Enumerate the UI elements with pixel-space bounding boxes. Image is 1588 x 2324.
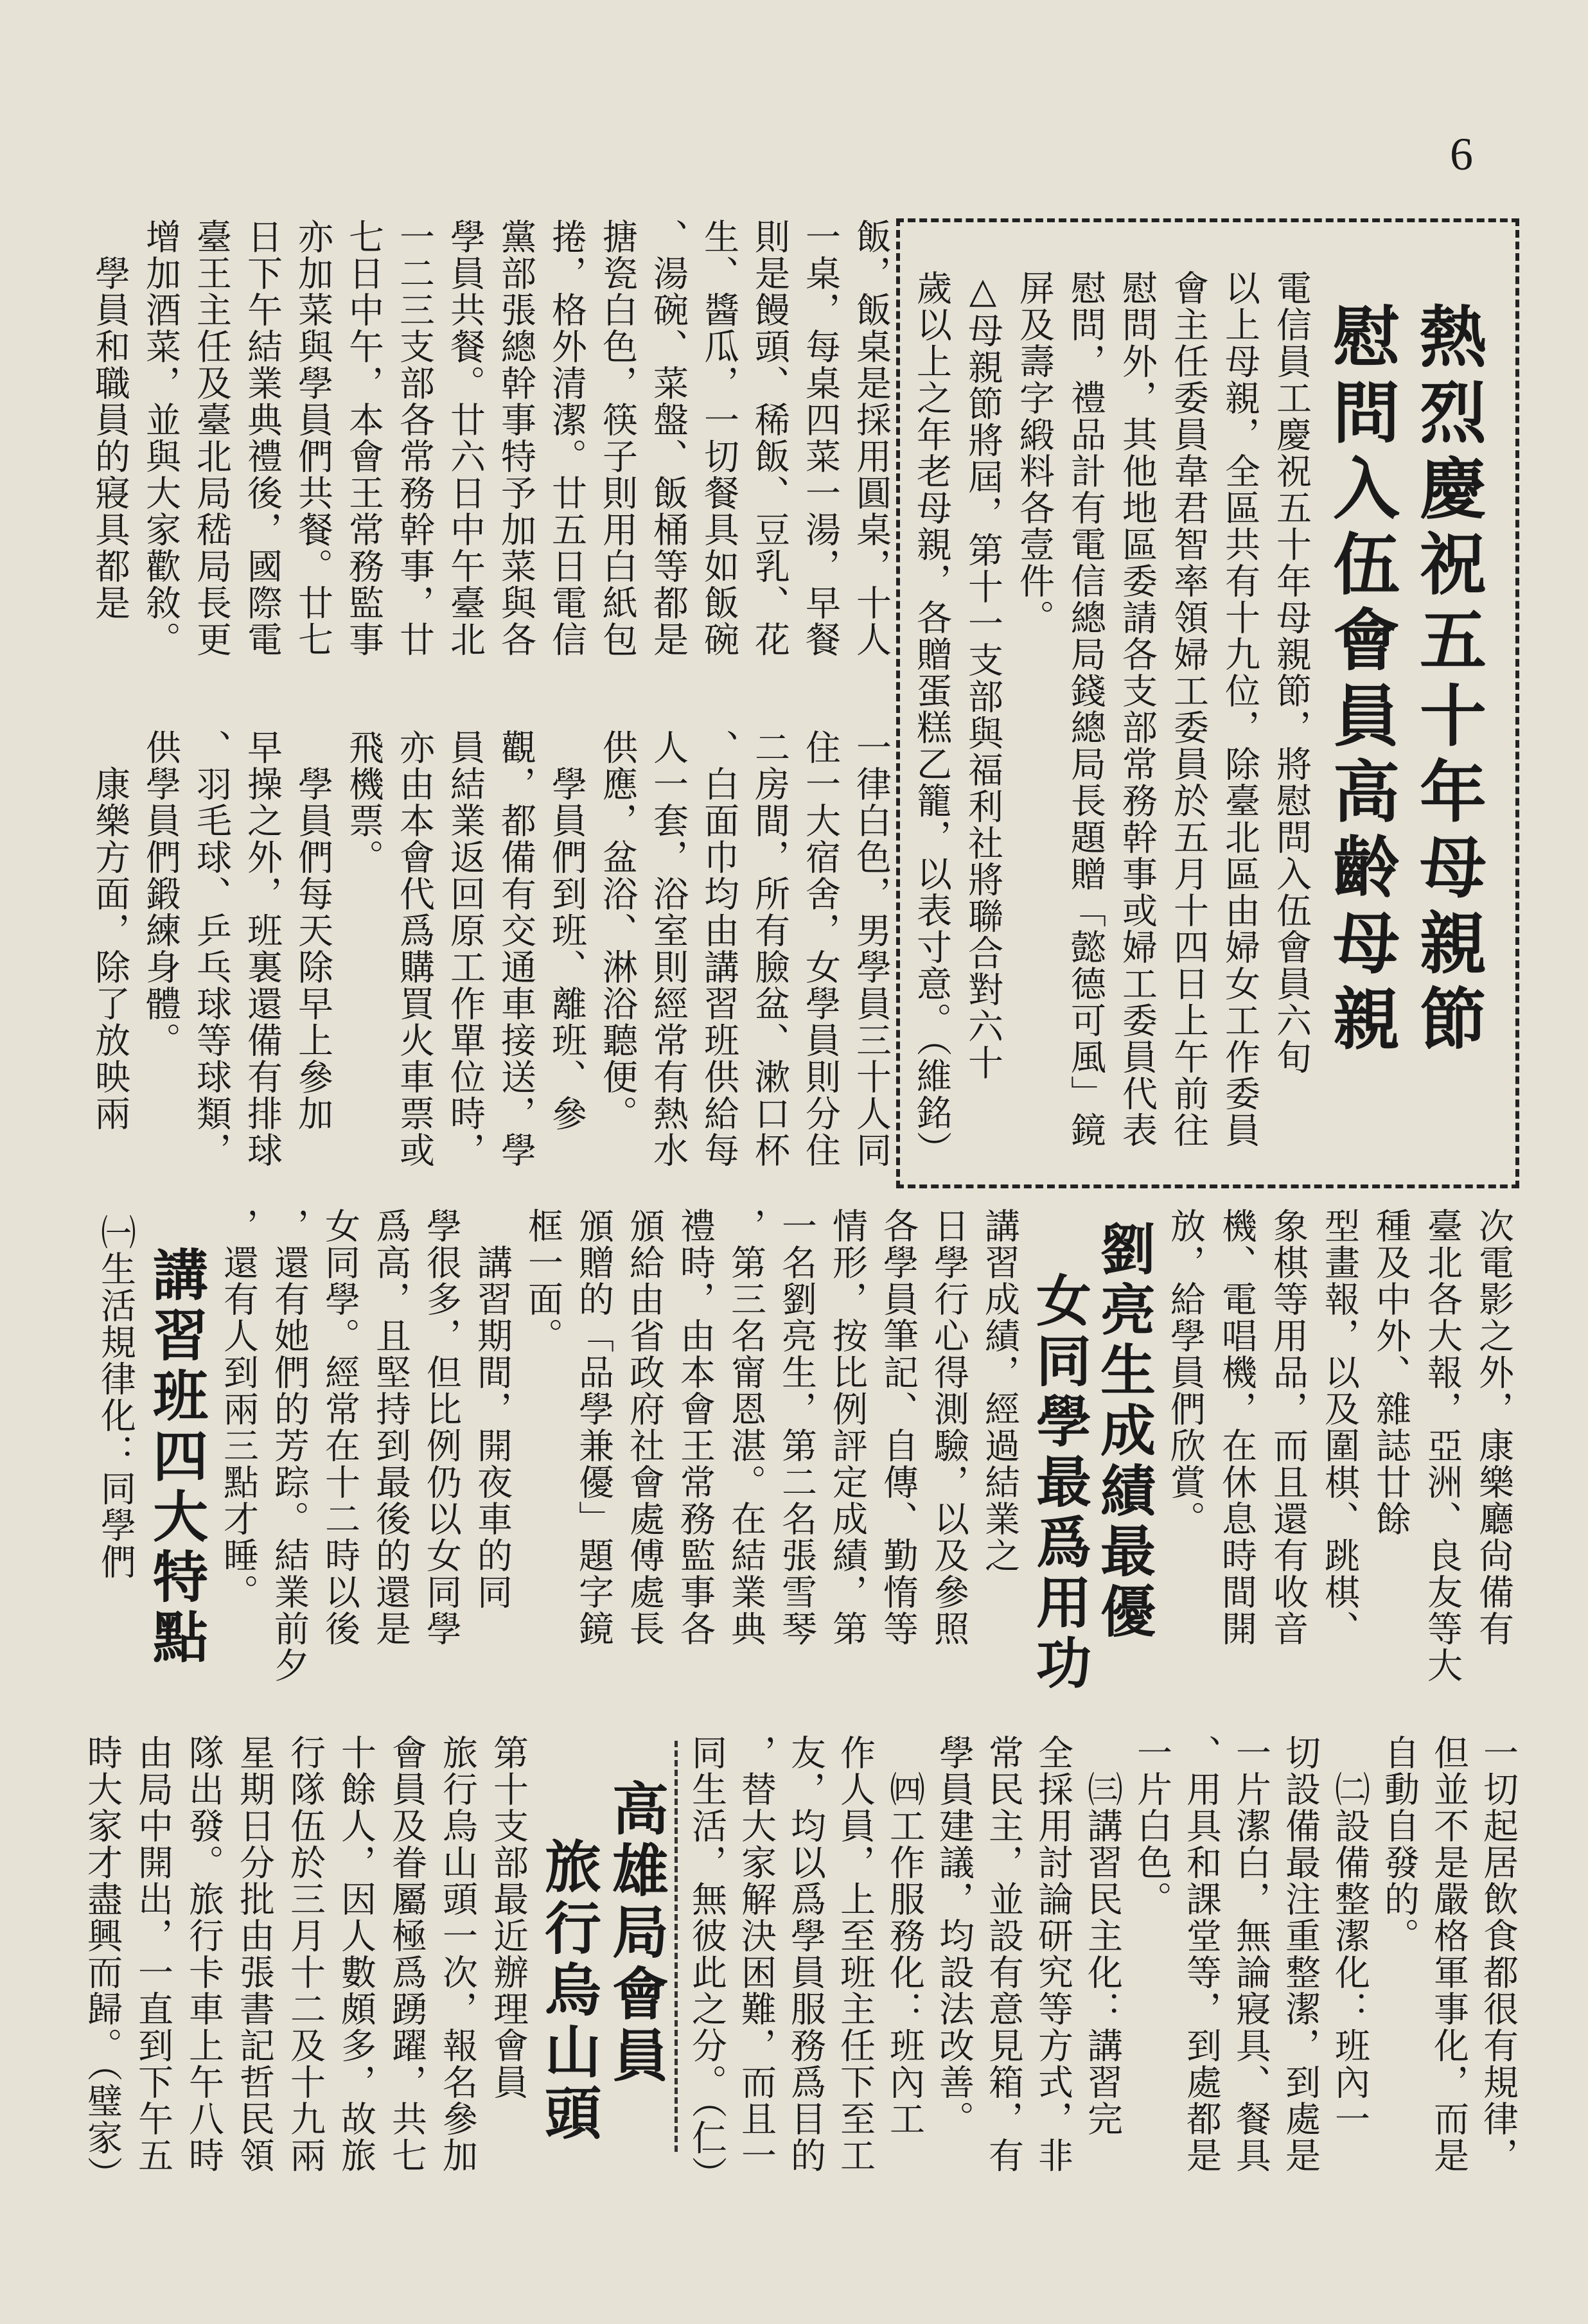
four-features-body: ㈠生活規律化：同學們 bbox=[95, 1214, 136, 1580]
four-features-headline: 講習班四大特點 bbox=[143, 1246, 207, 1669]
page-number: 6 bbox=[1450, 128, 1473, 180]
dorm-and-recreation-body: 一律白色，男學員三十人同 住一大宿舍，女學員則分住 二房間，所有臉盆、漱口杯 、白面巾均由講習班供給每 人一套，浴室則經常有熱水 供應，盆浴、淋浴聽便。 學員們到班、離班、參 觀，都備有交通車接送，學 員結業返回原工作單位時， 亦由本會代爲購買火車票或 飛機票。 學員們每天除早上參加 早操之外，班裏還備有排球 、羽毛球、乒乓球等球類， 供學員們鍛練身體。 康樂方面，除了放映兩 bbox=[89, 729, 892, 1168]
mothers-day-headline-1: 熱烈慶祝五十年母親節 bbox=[1408, 302, 1487, 1060]
mothers-day-headline-2: 慰問入伍會員高齡母親 bbox=[1321, 302, 1400, 1060]
column-divider bbox=[675, 1741, 678, 2152]
liu-liang-headline-1: 劉亮生成績最優 bbox=[1091, 1220, 1155, 1643]
kaohsiung-headline-2: 旅行烏山頭 bbox=[536, 1837, 602, 2145]
recreation-continued-body: 次電影之外，康樂廳尙備有 臺北各大報，亞洲、良友等大 種及中外、雜誌廿餘 型畫報，以及圍棋、跳棋、 象棋等用品，而且還有收音 機、電唱機，在休息時間開 放，給學員們欣賞。 bbox=[1165, 1208, 1514, 1684]
meals-body: 飯，飯桌是採用圓桌，十人 一桌，每桌四菜一湯，早餐 則是饅頭、稀飯、豆乳、花 生、醬瓜，一切餐具如飯碗 、湯碗、菜盤、飯桶等都是 搪瓷白色，筷子則用白紙包 捲，格外清潔。廿五日電信 黨部張總幹事特予加菜與各 學員共餐。廿六日中午臺北 一二三支部各常務幹事，廿 七日中午，本會王常務監事 亦加菜與學員們共餐。廿七 日下午結業典禮後，國際電 臺王主任及臺北局嵇局長更 增加酒菜，並與大家歡敘。 學員和職員的寢具都是 bbox=[89, 218, 892, 658]
features-continued-body: 一切起居飲食都很有規律， 但並不是嚴格軍事化，而是 自動自發的。 ㈡設備整潔化：班內一 切設備最注重整潔，到處是 一片潔白，無論寢具、餐具 、用具和課堂等，到處都是 一片白色。 ㈢講習民主化：講習完 全採用討論研究等方式，非 常民主，並設有意見箱，有 學員建議，均設法改善。 ㈣工作服務化：班內工 作人員，上至班主任下至工 友，均以爲學員服務爲目的 ，替大家解決困難，而且一 同生活，無彼此之分。（仁） bbox=[686, 1734, 1519, 2193]
mothers-day-body: 電信員工慶祝五十年母親節，將慰問入伍會員六旬 以上母親，全區共有十九位，除臺北區由婦女工作委員 會主任委員韋君智率領婦工委員於五月十四日上午前往 慰問外，其他地區委請各支部常務幹事或婦工委員代表 慰問，禮品計有電信總局錢總局長題贈「懿德可風」鏡 屏及壽字緞料各壹件。 △母親節將屆，第十一支部與福利社將聯合對六十 歲以上之年老母親，各贈蛋糕乙籠，以表寸意。（維銘） bbox=[911, 270, 1312, 1168]
kaohsiung-headline-1: 高雄局會員 bbox=[603, 1779, 669, 2088]
liu-liang-body: 講習成績，經過結業之 日學行心得測驗，以及參照 各學員筆記、自傳、勤惰等 情形，按比例評定成績，第 一名劉亮生，第二名張雪琴 ，第三名甯恩湛。在結業典 禮時，由本會王常務監事各 頒給由省政府社會處傅處長 頒贈的「品學兼優」題字鏡 框一面。 講習期間，開夜車的同 學很多，但比例仍以女同學 爲高，且堅持到最後的還是 女同學。經常在十二時以後 ，還有她們的芳踪。結業前夕 ，還有人到兩三點才睡。 bbox=[218, 1208, 1020, 1684]
kaohsiung-body: 第十支部最近辦理會員 旅行烏山頭一次，報名參加 會員及眷屬極爲踴躍，共七 十餘人，因人數頗多，故旅 行隊伍於三月十二及十九兩 星期日分批由張書記哲民領 隊出發。旅行卡車上午八時 由局中開出，一直到下午五 時大家才盡興而歸。（璧家） bbox=[82, 1734, 529, 2193]
liu-liang-headline-2: 女同學最爲用功 bbox=[1027, 1272, 1091, 1695]
